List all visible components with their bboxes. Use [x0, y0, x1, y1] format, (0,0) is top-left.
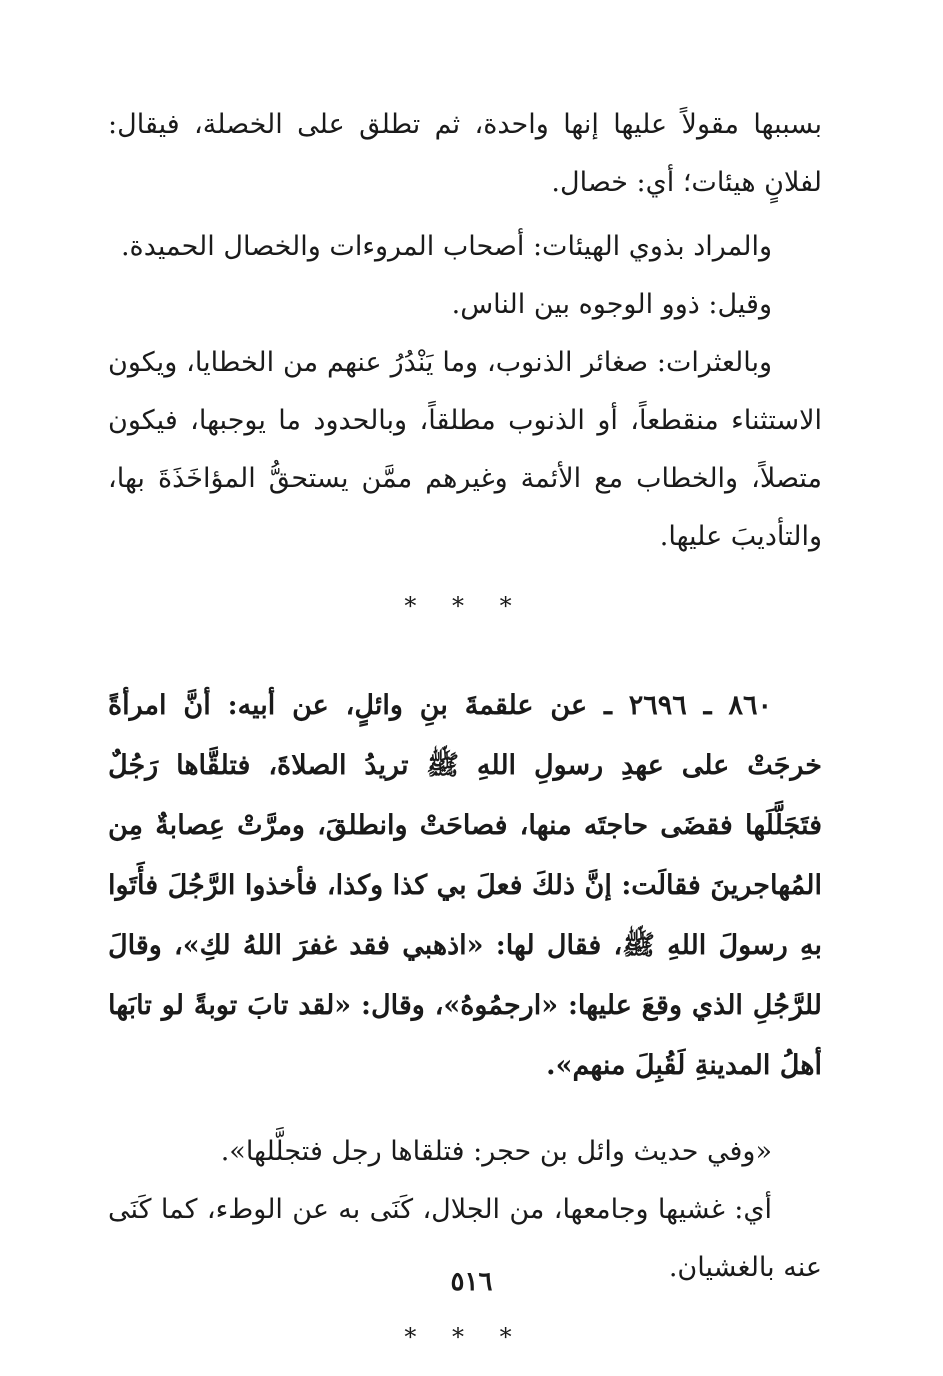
- page-body: [108, 96, 822, 1357]
- commentary-paragraph-3: وقيل: ذوو الوجوه بين الناس.: [451, 289, 772, 320]
- page-number: ٥١٦: [450, 1267, 493, 1297]
- hadith-text: ٨٦٠ ـ ٢٦٩٦ ـ عن علقمةَ بنِ وائلٍ، عن أبيه: أنَّ امرأةً خرجَتْ على عهدِ رسولِ اللهِ ﷺ تريدُ الصلاةَ، فتلقَّاها رَجُلٌ فتَجَلَّلَها فقضَى حاجتَه منها، فصاحَتْ وانطلقَ، ومرَّتْ عِصابةٌ مِن المُهاجرينَ فقالَت: إنَّ ذلكَ فعلَ بي كذا وكذا، فأخذوا الرَّجُلَ فأَتَوا بهِ رسولَ اللهِ ﷺ، فقال لها: «اذهبي فقد غفرَ اللهُ لكِ»، وقالَ للرَّجُلِ الذي وقعَ عليها: «ارجمُوهُ»، وقال: «لقد تابَ توبةً لو تابَها أهلُ المدينةِ لَقُبِلَ منهم».: [108, 690, 822, 1081]
- commentary-explanation: أي: غشيها وجامعها، من الجلال، كَنَى به عن الوطء، كما كَنَى عنه بالغشيان.: [108, 1194, 822, 1283]
- section-divider: * * *: [404, 1323, 526, 1351]
- section-divider: * * *: [404, 592, 526, 620]
- commentary-paragraph-1: بسببها مقولاً عليها إنها واحدة، ثم تطلق على الخصلة، فيقال: لفلانٍ هيئات؛ أي: خصال.: [108, 109, 822, 198]
- commentary-quote: «وفي حديث وائل بن حجر: فتلقاها رجل فتجلَّلها».: [220, 1136, 772, 1167]
- commentary-paragraph-2: والمراد بذوي الهيئات: أصحاب المروءات والخصال الحميدة.: [120, 231, 772, 262]
- commentary-paragraph-4: وبالعثرات: صغائر الذنوب، وما يَنْدُرُ عنهم من الخطايا، ويكون الاستثناء منقطعاً، أو الذنوب مطلقاً، وبالحدود ما يوجبها، فيكون متصلاً، والخطاب مع الأئمة وغيرهم ممَّن يستحقُّ المؤاخَذَةَ بها، والتأديبَ عليها.: [108, 347, 822, 552]
